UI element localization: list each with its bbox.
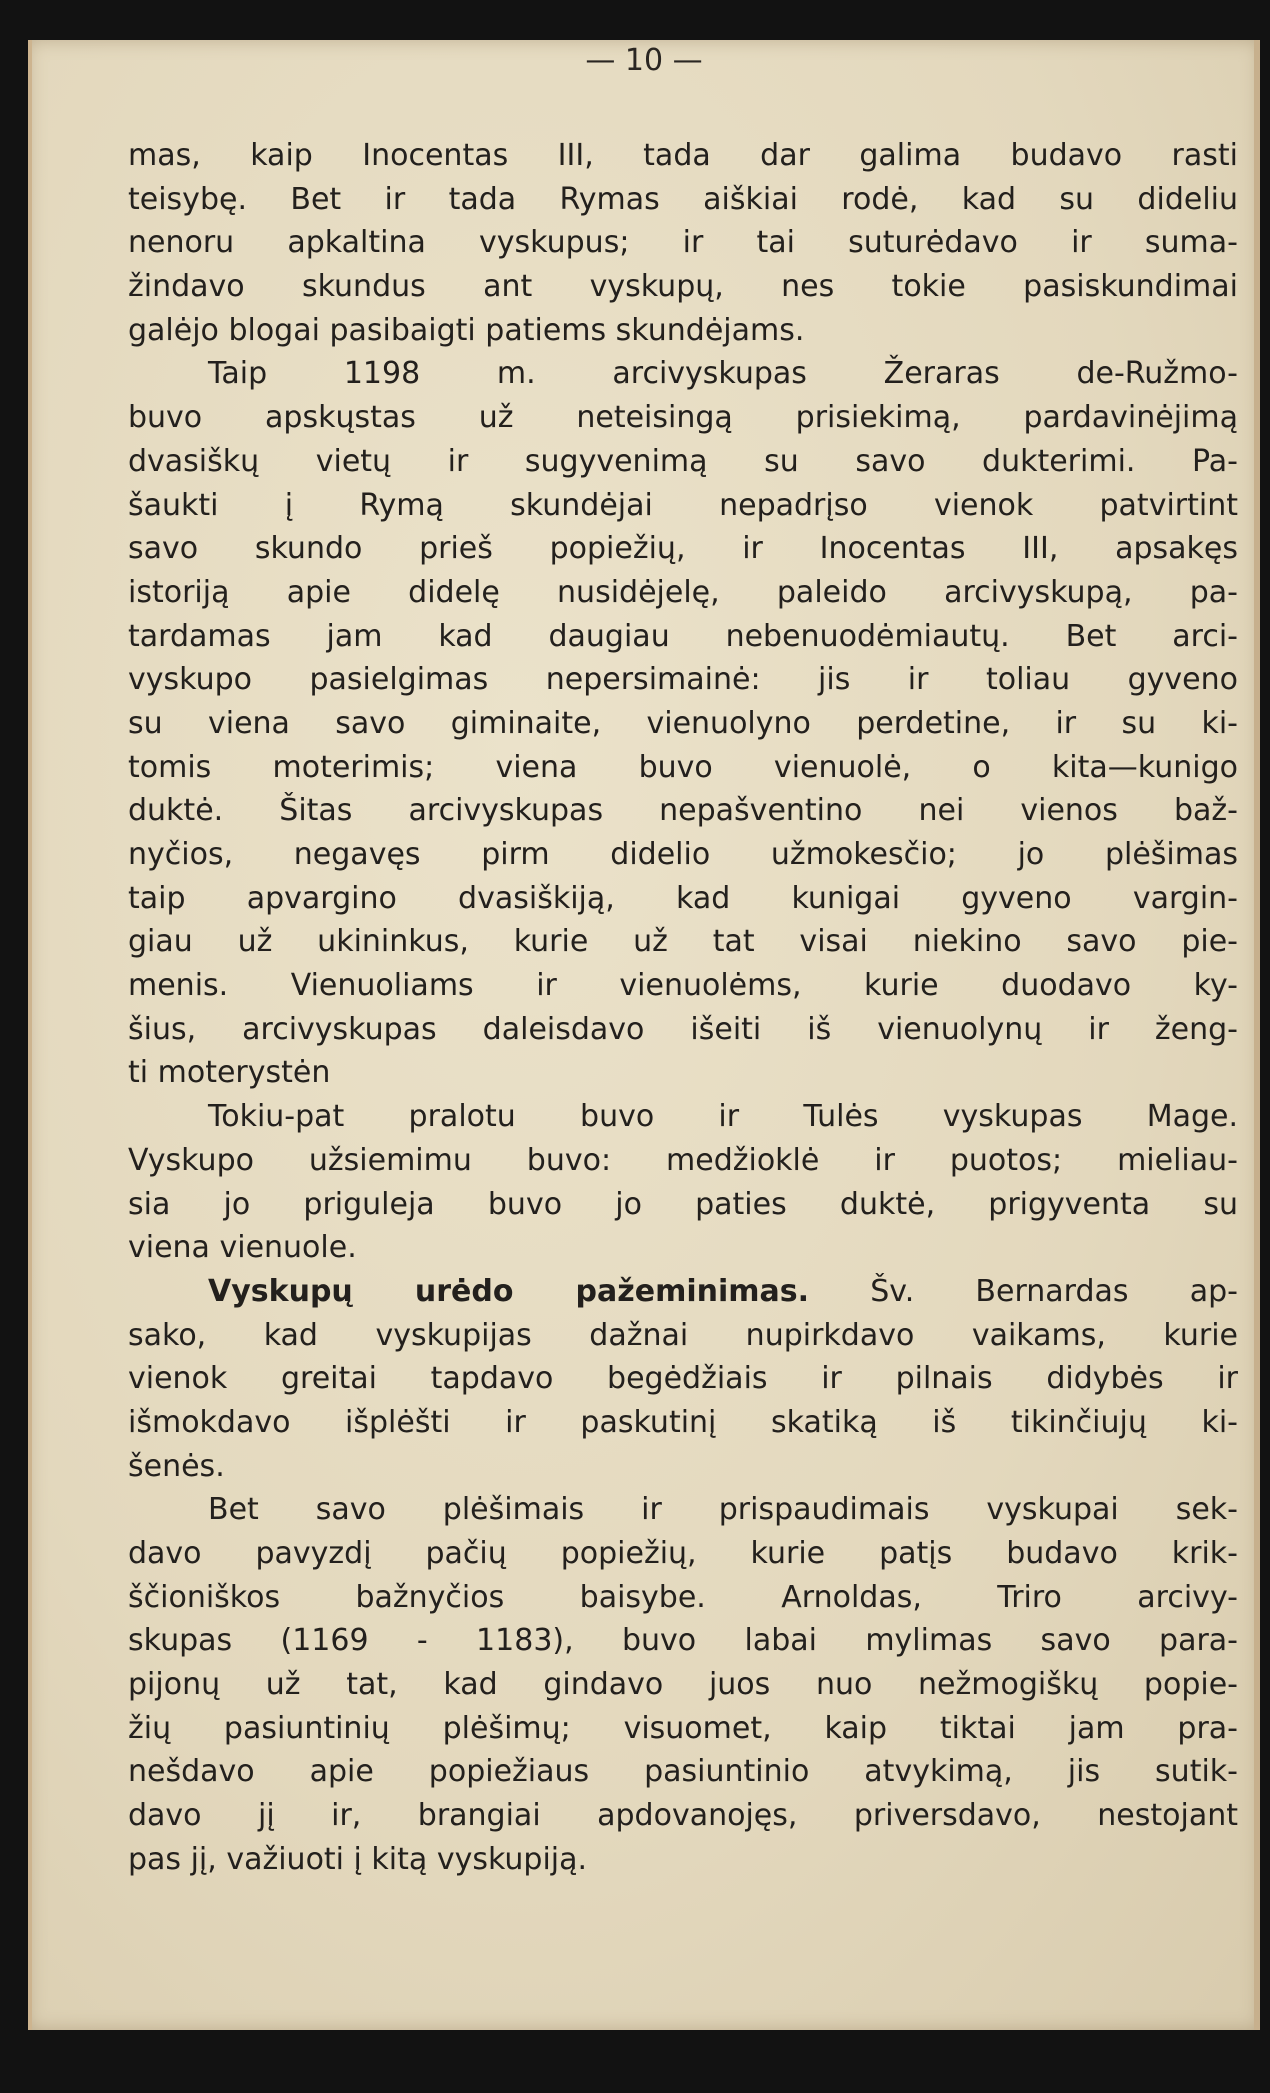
text-line-content: buvo apskųstas už neteisingą prisiekimą, pardavinėjimą xyxy=(128,400,1238,436)
text-line xyxy=(128,1445,1238,1489)
text-line-content: pas jį, važiuoti į kitą vyskupiją. xyxy=(128,1841,588,1877)
text-line xyxy=(128,484,1238,528)
text-line-content: davo jį ir, brangiai apdovanojęs, priversdavo, nestojant xyxy=(128,1798,1238,1834)
text-line xyxy=(128,1838,1238,1882)
text-line-content: viena vienuole. xyxy=(128,1230,357,1266)
text-line xyxy=(128,833,1238,877)
text-line-content: teisybę. Bet ir tada Rymas aiškiai rodė, kad su dideliu xyxy=(128,181,1238,217)
text-line-content: ti moterystėn xyxy=(128,1055,331,1091)
text-line-content: dvasiškų vietų ir sugyvenimą su savo dukterimi. Pa- xyxy=(128,443,1238,479)
text-line xyxy=(128,1663,1238,1707)
text-line xyxy=(128,877,1238,921)
text-line xyxy=(128,920,1238,964)
text-line xyxy=(128,658,1238,702)
text-line-content: galėjo blogai pasibaigti patiems skundėjams. xyxy=(128,312,805,348)
text-line xyxy=(128,134,1238,178)
text-line-content: žių pasiuntinių plėšimų; visuomet, kaip tiktai jam pra- xyxy=(128,1710,1238,1746)
text-line xyxy=(128,221,1238,265)
text-line xyxy=(128,1051,1238,1095)
text-line-content: šaukti į Rymą skundėjai nepadrįso vienok patvirtint xyxy=(128,487,1238,523)
text-line xyxy=(128,1794,1238,1838)
page-number: — 10 — xyxy=(585,44,703,78)
text-line-content: savo skundo prieš popiežių, ir Inocentas III, apsakęs xyxy=(128,531,1238,567)
text-line-content: menis. Vienuoliams ir vienuolėms, kurie duodavo ky- xyxy=(128,968,1238,1004)
text-line-content: ščioniškos bažnyčios baisybe. Arnoldas, Triro arcivy- xyxy=(128,1579,1238,1615)
text-line-content: Vyskupo užsiemimu buvo: medžioklė ir puotos; mieliau- xyxy=(128,1142,1238,1178)
text-line xyxy=(128,527,1238,571)
text-line xyxy=(128,1619,1238,1663)
text-line-content: tardamas jam kad daugiau nebenuodėmiautų. Bet arci- xyxy=(128,618,1238,654)
text-line xyxy=(128,440,1238,484)
text-line xyxy=(128,789,1238,833)
text-line xyxy=(128,1488,1238,1532)
text-line xyxy=(128,964,1238,1008)
text-line xyxy=(128,746,1238,790)
text-line xyxy=(128,1095,1238,1139)
page-right-edge xyxy=(1254,40,1260,2030)
book-page xyxy=(28,40,1260,2030)
text-line xyxy=(128,571,1238,615)
text-line xyxy=(128,1576,1238,1620)
text-line-content: giau už ukininkus, kurie už tat visai niekino savo pie- xyxy=(128,924,1238,960)
text-line-content: šius, arcivyskupas daleisdavo išeiti iš vienuolynų ir ženg- xyxy=(128,1011,1238,1047)
text-line xyxy=(128,1314,1238,1358)
text-line-content: skupas (1169 - 1183), buvo labai mylimas savo para- xyxy=(128,1623,1238,1659)
text-line-content: Šv. Bernardas ap- xyxy=(809,1273,1238,1309)
text-line xyxy=(128,1357,1238,1401)
text-line-content: Bet savo plėšimais ir prispaudimais vyskupai sek- xyxy=(208,1492,1238,1528)
text-line-content: Tokiu-pat pralotu buvo ir Tulės vyskupas Mage. xyxy=(208,1099,1238,1135)
text-line-content: vienok greitai tapdavo begėdžiais ir pilnais didybės ir xyxy=(128,1361,1238,1397)
section-heading: Vyskupų urėdo pažeminimas. xyxy=(208,1273,810,1309)
text-line-content: nešdavo apie popiežiaus pasiuntinio atvykimą, jis sutik- xyxy=(128,1754,1238,1790)
text-line-content: Taip 1198 m. arcivyskupas Žeraras de-Ružmo- xyxy=(208,356,1238,392)
body-text xyxy=(128,134,1238,1882)
text-line-content: istoriją apie didelę nusidėjelę, paleido arcivyskupą, pa- xyxy=(128,574,1238,610)
text-line xyxy=(128,178,1238,222)
text-line xyxy=(128,1532,1238,1576)
text-line-content: sia jo priguleja buvo jo paties duktė, prigyventa su xyxy=(128,1186,1238,1222)
text-line-content: tomis moterimis; viena buvo vienuolė, o kita—kunigo xyxy=(128,749,1238,785)
text-line-content: sako, kad vyskupijas dažnai nupirkdavo vaikams, kurie xyxy=(128,1317,1238,1353)
text-line xyxy=(128,352,1238,396)
text-line-content: žindavo skundus ant vyskupų, nes tokie pasiskundimai xyxy=(128,269,1238,305)
text-line-content: nyčios, negavęs pirm didelio užmokesčio; jo plėšimas xyxy=(128,837,1238,872)
text-line xyxy=(128,1707,1238,1751)
text-line-content: išmokdavo išplėšti ir paskutinį skatiką iš tikinčiujų ki- xyxy=(128,1404,1238,1440)
text-line-content: pijonų už tat, kad gindavo juos nuo nežmogiškų popie- xyxy=(128,1667,1238,1703)
text-line xyxy=(128,615,1238,659)
text-line-content: duktė. Šitas arcivyskupas nepašventino nei vienos baž- xyxy=(128,793,1238,829)
text-line xyxy=(128,309,1238,353)
text-line-content: su viena savo giminaite, vienuolyno perdetine, ir su ki- xyxy=(128,705,1238,741)
text-line xyxy=(128,1750,1238,1794)
text-line-content: taip apvargino dvasiškiją, kad kunigai gyveno vargin- xyxy=(128,880,1238,916)
text-line xyxy=(128,265,1238,309)
text-line xyxy=(128,396,1238,440)
text-line xyxy=(128,1183,1238,1227)
text-line xyxy=(128,702,1238,746)
text-line-content: mas, kaip Inocentas III, tada dar galima budavo rasti xyxy=(128,138,1238,173)
text-line-content: davo pavyzdį pačių popiežių, kurie patįs budavo krik- xyxy=(128,1536,1238,1571)
text-line-content: vyskupo pasielgimas nepersimainė: jis ir toliau gyveno xyxy=(128,662,1238,698)
page-left-edge xyxy=(28,40,32,2030)
text-line xyxy=(128,1008,1238,1052)
text-line-content: šenės. xyxy=(128,1448,225,1484)
text-line xyxy=(128,1270,1238,1314)
text-line xyxy=(128,1226,1238,1270)
text-line xyxy=(128,1139,1238,1183)
text-line-content: nenoru apkaltina vyskupus; ir tai suturėdavo ir suma- xyxy=(128,225,1238,261)
text-line xyxy=(128,1401,1238,1445)
